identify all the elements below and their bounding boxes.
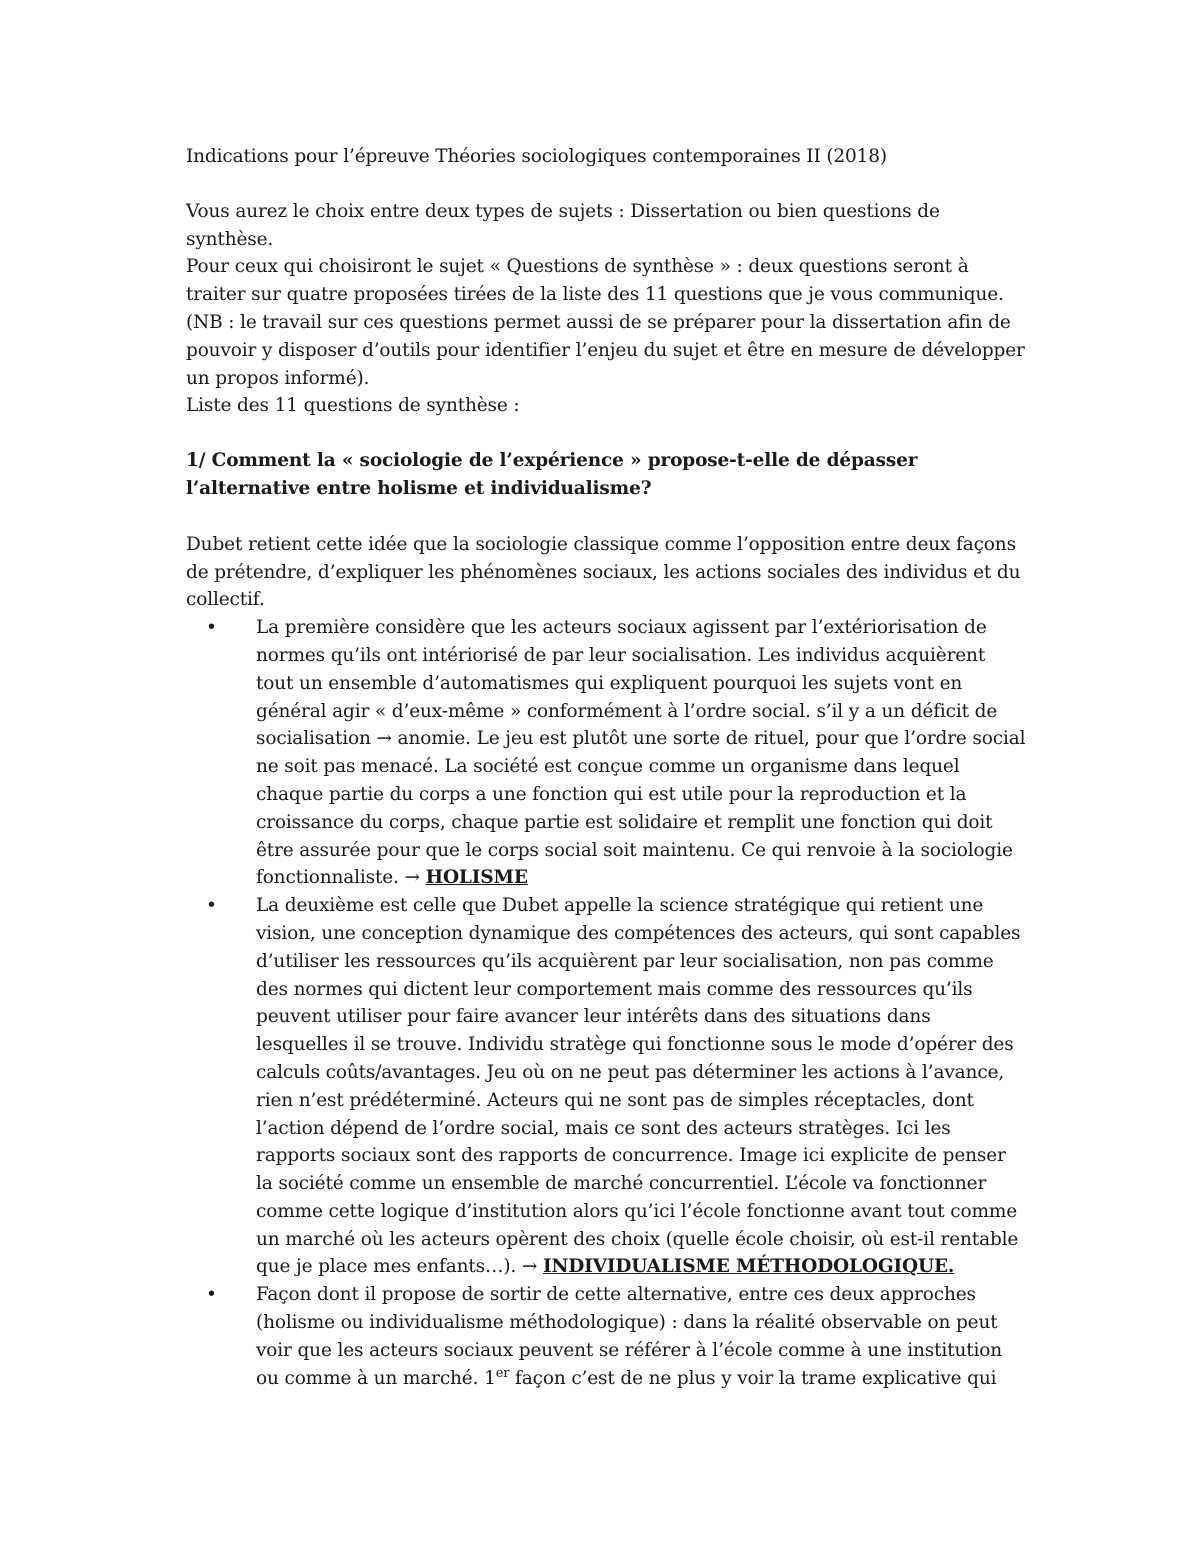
- intro-paragraph-2: Pour ceux qui choisiront le sujet « Questions de synthèse » : deux questions seront à traiter sur quatre proposées tirées de la liste des 11 questions que je vous communique. (NB : le travail sur ces questions permet aussi de se préparer pour la dissertation afin de pouvoir y disposer d’outils pour identifier l’enjeu du sujet et être en mesure de développer un propos informé).: [186, 256, 1025, 389]
- list-item: [186, 892, 1026, 1281]
- bullet-list: [186, 614, 1026, 1392]
- document-body: [186, 143, 1026, 1392]
- list-item-text: La première considère que les acteurs sociaux agissent par l’extériorisation de normes qu’ils ont intériorisé de par leur socialisation. Les individus acquièrent tout un ensemble d’automatismes qui expliquent pourquoi les sujets vont en général agir « d’eux-même » conformément à l’ordre social. s’il y a un déficit de socialisation → anomie. Le jeu est plutôt une sorte de rituel, pour que l’ordre social ne soit pas menacé. La société est conçue comme un organisme dans lequel chaque partie du corps a une fonction qui est utile pour la reproduction et la croissance du corps, chaque partie est solidaire et remplit une fonction qui doit être assurée pour que le corps social soit maintenu. Ce qui renvoie à la sociologie fonctionnaliste. →: [256, 617, 1026, 889]
- bullet-icon: •: [206, 617, 217, 639]
- document-title: Indications pour l’épreuve Théories sociologiques contemporaines II (2018): [186, 146, 887, 167]
- answer-intro: Dubet retient cette idée que la sociologie classique comme l’opposition entre deux façons de prétendre, d’expliquer les phénomènes sociaux, les actions sociales des individus et du collectif.: [186, 533, 1021, 611]
- intro-paragraph-3: Liste des 11 questions de synthèse :: [186, 395, 520, 417]
- concept-tag: INDIVIDUALISME MÉTHODOLOGIQUE.: [542, 1256, 955, 1278]
- bullet-icon: •: [206, 1284, 217, 1306]
- superscript: er: [495, 1365, 510, 1381]
- list-item: [186, 1281, 1026, 1392]
- question-heading: 1/ Comment la « sociologie de l’expérience » propose-t-elle de dépasser l’alternative entre holisme et individualisme?: [186, 450, 918, 499]
- concept-tag: HOLISME: [425, 867, 528, 889]
- list-item-text: La deuxième est celle que Dubet appelle la science stratégique qui retient une vision, une conception dynamique des compétences des acteurs, qui sont capables d’utiliser les ressources qu’ils acquièrent par leur socialisation, non pas comme des normes qui dictent leur comportement mais comme des ressources qu’ils peuvent utiliser pour faire avancer leur intérêts dans des situations dans lesquelles il se trouve. Individu stratège qui fonctionne sous le mode d’opérer des calculs coûts/avantages. Jeu où on ne peut pas déterminer les actions à l’avance, rien n’est prédéterminé. Acteurs qui ne sont pas de simples réceptacles, dont l’action dépend de l’ordre social, mais ce sont des acteurs stratèges. Ici les rapports sociaux sont des rapports de concurrence. Image ici explicite de penser la société comme un ensemble de marché concurrentiel. L’école va fonctionner comme cette logique d’institution alors qu’ici l’école fonctionne avant tout comme un marché où les acteurs opèrent des choix (quelle école choisir, où est-il rentable que je place mes enfants…). →: [256, 895, 1021, 1278]
- intro-paragraph-1: Vous aurez le choix entre deux types de sujets : Dissertation ou bien questions de synthèse.: [186, 200, 940, 250]
- list-item-text: Façon dont il propose de sortir de cette alternative, entre ces deux approches (holisme ou individualisme méthodologique) : dans la réalité observable on peut voir que les acteurs sociaux peuvent se référer à l’école comme à une institution ou comme à un marché. 1: [256, 1284, 1003, 1389]
- list-item: [186, 614, 1026, 892]
- bullet-icon: •: [206, 895, 217, 917]
- list-item-text-continued: façon c’est de ne plus y voir la trame explicative qui: [509, 1367, 997, 1389]
